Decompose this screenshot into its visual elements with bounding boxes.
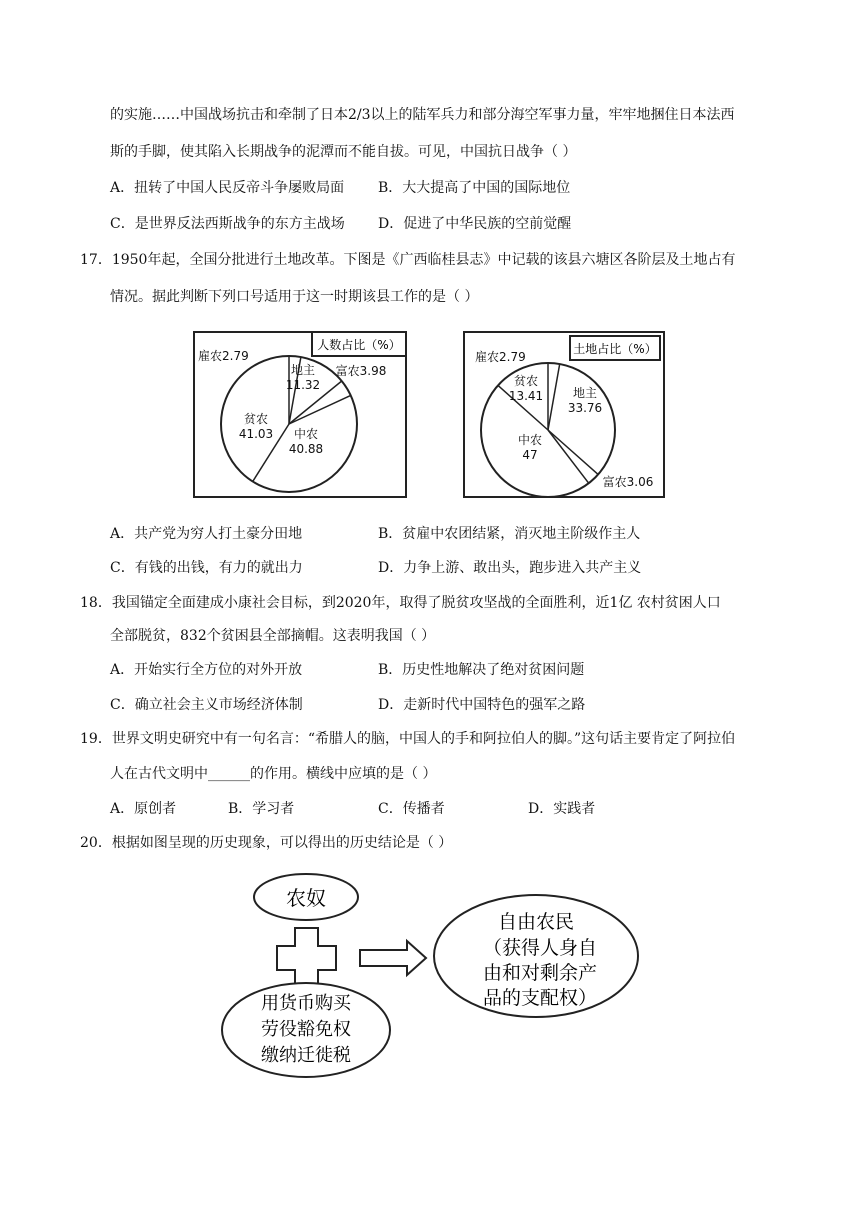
pie-label-0-2: 富农3.98 [335, 364, 387, 378]
q16-option-d: D．促进了中华民族的空前觉醒 [378, 216, 572, 232]
pie-label-1-4: 贫农 [513, 374, 539, 388]
pie-label-1-4: 13.41 [508, 389, 544, 403]
pie-label-0-3: 中农 [293, 427, 319, 441]
pie-label-0-3: 40.88 [288, 442, 324, 456]
free-peasant-line-4: 品的支配权） [482, 987, 598, 1009]
q19-option-b: B．学习者 [228, 801, 295, 817]
serf-diagram [0, 860, 860, 1080]
q18-option-a: A．开始实行全方位的对外开放 [110, 662, 303, 678]
q19-option-d: D．实践者 [528, 801, 596, 817]
q17-option-b: B．贫雇中农团结紧，消灭地主阶级作主人 [378, 526, 641, 542]
pie-label-1-2: 富农3.06 [602, 475, 654, 489]
pie-chart-people [194, 332, 406, 497]
q18-line-1: 18．我国锚定全面建成小康社会目标，到2020年，取得了脱贫攻坚战的全面胜利，近1亿 农村贫困人口 [80, 595, 721, 611]
q17-option-d: D．力争上游、敢出头，跑步进入共产主义 [378, 560, 642, 576]
q16-line-1: 的实施……中国战场抗击和牵制了日本2/3以上的陆军兵力和部分海空军事力量，牢牢地捆住日本法西 [110, 107, 735, 123]
q17-line-2: 情况。据此判断下列口号适用于这一时期该县工作的是（ ） [110, 289, 479, 305]
q18-option-d: D．走新时代中国特色的强军之路 [378, 697, 586, 713]
pie-label-1-3: 47 [522, 448, 538, 462]
q16-option-b: B．大大提高了中国的国际地位 [378, 180, 571, 196]
q16-option-c: C．是世界反法西斯战争的东方主战场 [110, 216, 345, 232]
q18-option-b: B．历史性地解决了绝对贫困问题 [378, 662, 585, 678]
pie-label-0-4: 41.03 [238, 427, 274, 441]
q18-option-c: C．确立社会主义市场经济体制 [110, 697, 303, 713]
right-arrow-icon [360, 941, 426, 975]
payment-line-1: 用货币购买 [261, 993, 351, 1014]
pie-chart-land [464, 332, 664, 497]
serf-label: 农奴 [286, 886, 326, 910]
q19-line-1: 19．世界文明史研究中有一句名言：“希腊人的脑，中国人的手和阿拉伯人的脚。”这句话主要肯定了阿拉伯 [80, 731, 736, 747]
payment-line-2: 劳役豁免权 [261, 1019, 351, 1040]
pie-label-0-0: 雇农2.79 [198, 349, 249, 363]
payment-line-3: 缴纳迁徙税 [261, 1045, 351, 1066]
pie-label-1-1: 33.76 [567, 401, 603, 415]
pie-label-0-4: 贫农 [243, 412, 269, 426]
q17-line-1: 17．1950年起，全国分批进行土地改革。下图是《广西临桂县志》中记载的该县六塘区各阶层及土地占有 [80, 252, 736, 268]
q17-option-c: C．有钱的出钱，有力的就出力 [110, 560, 303, 576]
q19-option-c: C．传播者 [378, 801, 445, 817]
chart-title-people: 人数占比（%） [317, 338, 401, 352]
free-peasant-line-2: （获得人身自 [482, 937, 598, 959]
pie-label-1-0: 雇农2.79 [475, 350, 526, 364]
pie-label-0-1: 地主 [290, 363, 316, 377]
pie-label-1-3: 中农 [517, 433, 543, 447]
q16-line-2: 斯的手脚，使其陷入长期战争的泥潭而不能自拔。可见，中国抗日战争（ ） [110, 144, 577, 160]
q20-line-1: 20．根据如图呈现的历史现象，可以得出的历史结论是（ ） [80, 835, 453, 851]
q18-line-2: 全部脱贫，832个贫困县全部摘帽。这表明我国（ ） [110, 628, 436, 644]
q19-line-2: 人在古代文明中______的作用。横线中应填的是（ ） [110, 766, 437, 782]
pie-charts [0, 320, 860, 520]
plus-icon [277, 928, 336, 988]
q17-option-a: A．共产党为穷人打土豪分田地 [110, 526, 303, 542]
q16-option-a: A．扭转了中国人民反帝斗争屡败局面 [110, 180, 345, 196]
chart-title-land: 土地占比（%） [573, 342, 657, 356]
free-peasant-line-3: 由和对剩余产 [482, 962, 598, 984]
free-peasant-line-1: 自由农民 [497, 911, 575, 933]
q19-option-a: A．原创者 [110, 801, 177, 817]
pie-label-1-1: 地主 [572, 386, 598, 400]
pie-label-0-1: 11.32 [285, 378, 321, 392]
